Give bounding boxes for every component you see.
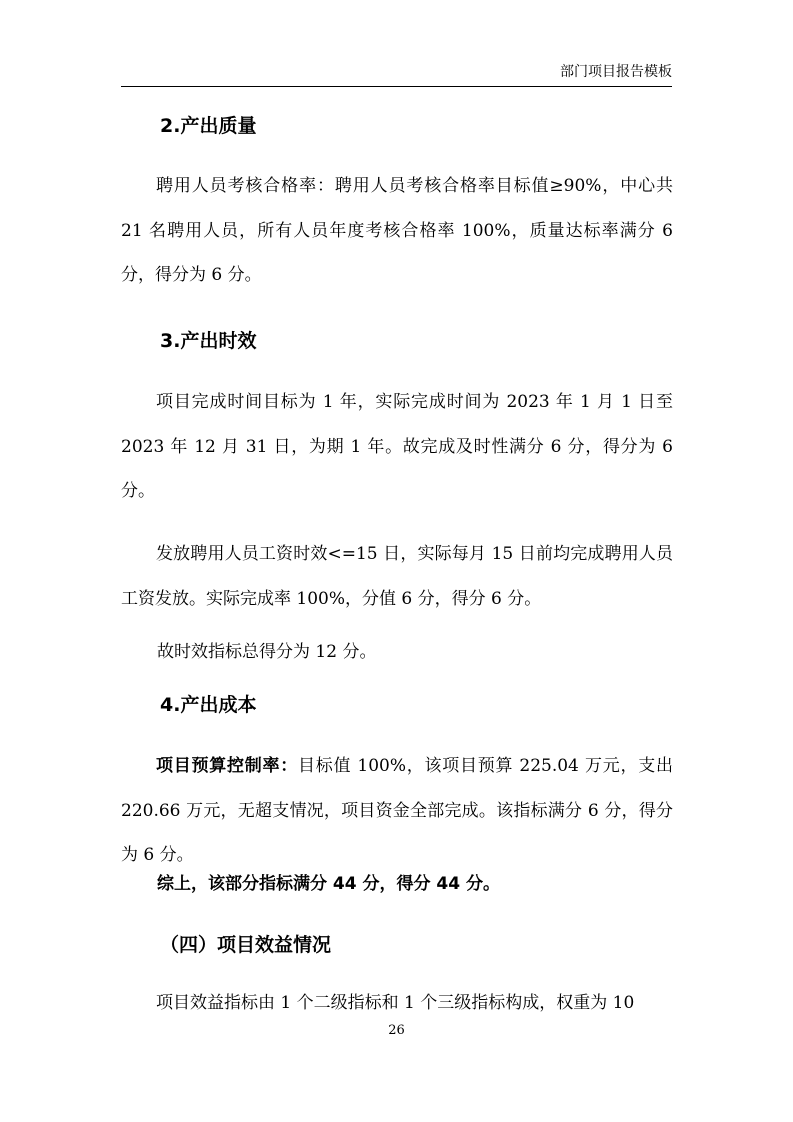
- cost-lead-label: 项目预算控制率：: [156, 756, 298, 776]
- header-rule: [121, 86, 672, 87]
- paragraph-cost: [121, 744, 673, 878]
- paragraph-benefit: 项目效益指标由 1 个二级指标和 1 个三级指标构成，权重为 10: [156, 993, 635, 1013]
- running-header: 部门项目报告模板: [560, 64, 672, 80]
- heading-output-quality: 2.产出质量: [160, 115, 257, 137]
- paragraph-timeliness-salary: 发放聘用人员工资时效<=15 日，实际每月 15 日前均完成聘用人员工资发放。实际完成率 100%，分值 6 分，得分 6 分。: [121, 544, 673, 609]
- paragraph-timeliness-total: 故时效指标总得分为 12 分。: [157, 642, 377, 662]
- paragraph-quality: 聘用人员考核合格率：聘用人员考核合格率目标值≥90%，中心共 21 名聘用人员，所有人员年度考核合格率 100%，质量达标率满分 6 分，得分为 6 分。: [121, 176, 673, 285]
- heading-output-cost: 4.产出成本: [160, 694, 257, 716]
- cost-body: 目标值 100%，该项目预算 225.04 万元，支出 220.66 万元，无超支情况，项目资金全部完成。该指标满分 6 分，得分为 6 分。: [121, 756, 674, 865]
- heading-project-benefit: （四）项目效益情况: [160, 934, 332, 956]
- paragraph-timeliness-completion: 项目完成时间目标为 1 年，实际完成时间为 2023 年 1 月 1 日至 2023 年 12 月 31 日，为期 1 年。故完成及时性满分 6 分，得分为 6 分。: [121, 392, 673, 501]
- heading-output-timeliness: 3.产出时效: [160, 330, 257, 352]
- paragraph-summary: 综上，该部分指标满分 44 分，得分 44 分。: [157, 874, 500, 894]
- page-number: 26: [388, 1023, 405, 1038]
